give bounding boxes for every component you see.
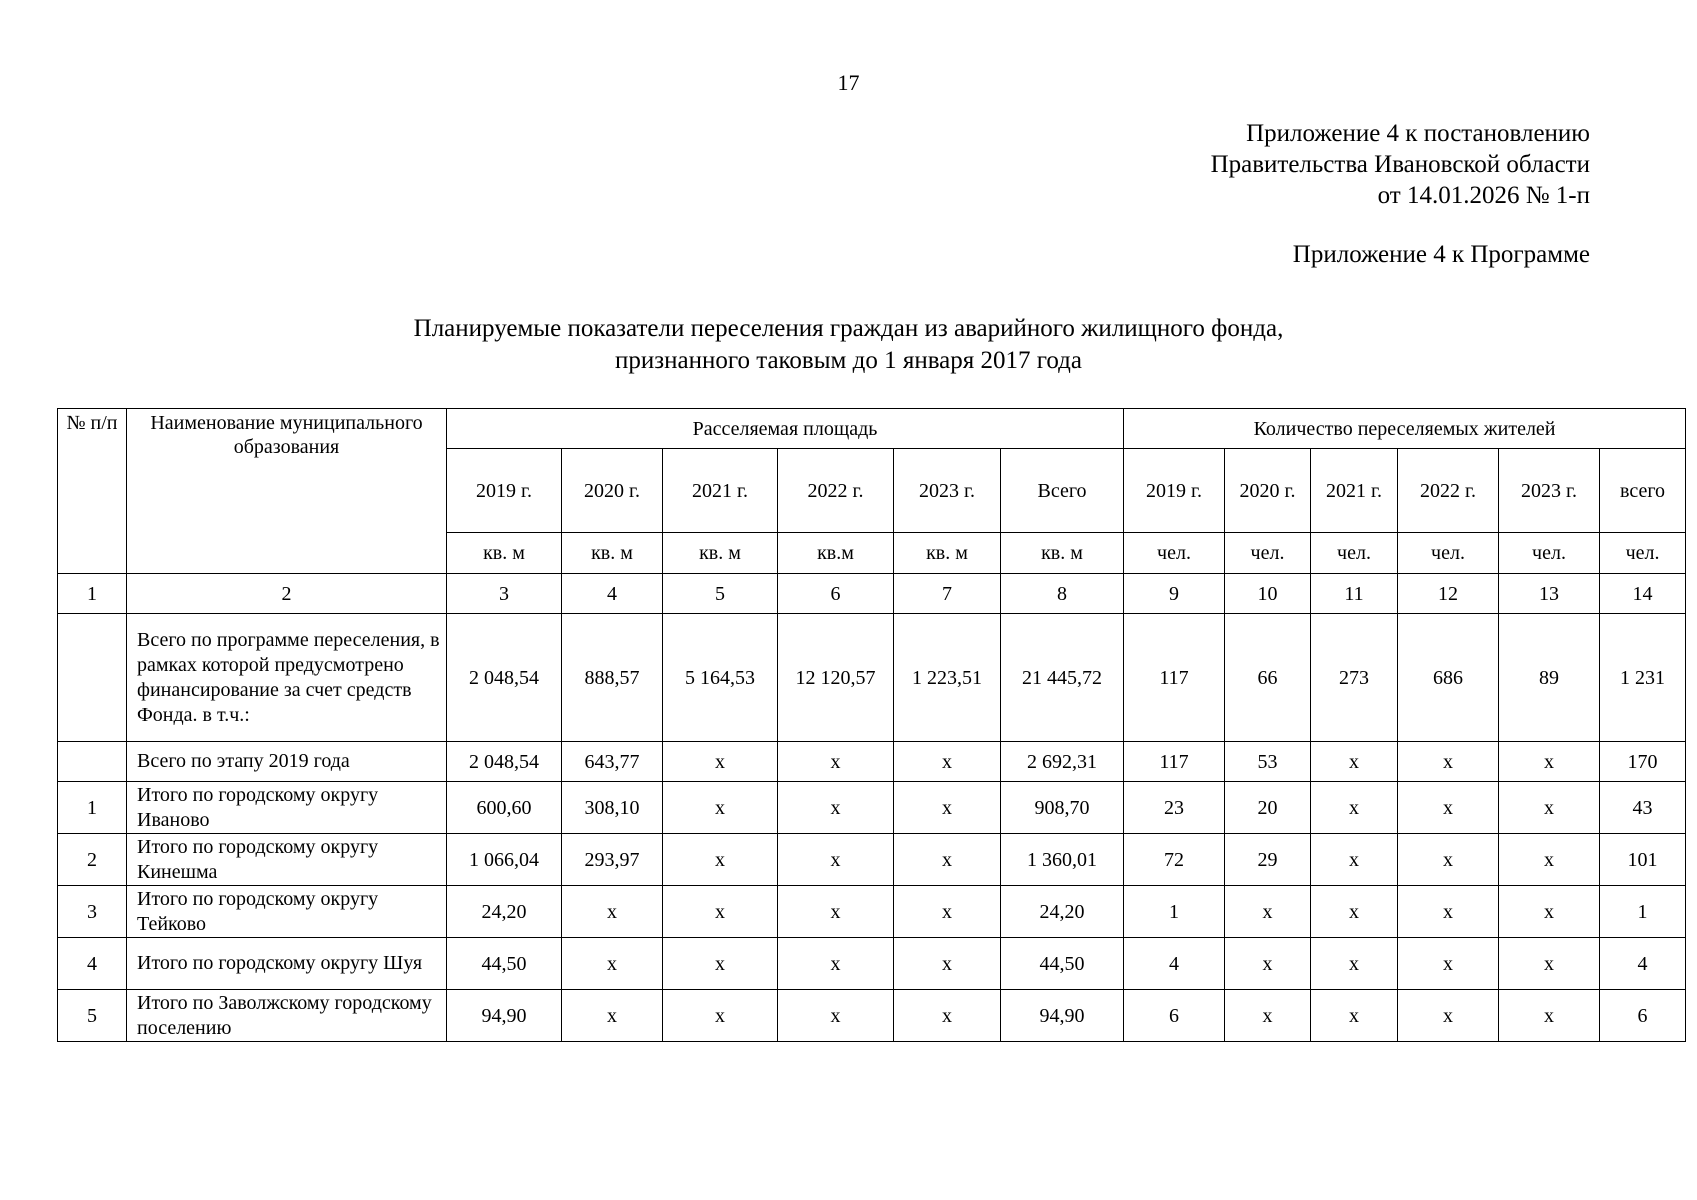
appendix-header bbox=[1211, 118, 1590, 270]
value-cell: 1 223,51 bbox=[894, 614, 1001, 742]
municipality-cell: Всего по программе переселения, в рамках которой предусмотрено финансирование за счет средств Фонда. в т.ч.: bbox=[127, 614, 447, 742]
value-cell: х bbox=[663, 742, 778, 782]
appendix-line-3: от 14.01.2026 № 1-п bbox=[1377, 182, 1590, 209]
header-unit: чел. bbox=[1398, 533, 1499, 574]
value-cell: х bbox=[1311, 886, 1398, 938]
municipality-cell: Итого по городскому округу Шуя bbox=[127, 938, 447, 990]
table-row bbox=[58, 614, 1686, 742]
header-area-year: 2021 г. bbox=[663, 449, 778, 533]
table-row bbox=[58, 938, 1686, 990]
page-number: 17 bbox=[837, 70, 860, 95]
row-number-cell: 3 bbox=[58, 886, 127, 938]
header-unit: кв. м bbox=[1001, 533, 1124, 574]
value-cell: 5 164,53 bbox=[663, 614, 778, 742]
header-area-year: 2020 г. bbox=[562, 449, 663, 533]
header-people-year: 2022 г. bbox=[1398, 449, 1499, 533]
row-number-cell: 5 bbox=[58, 990, 127, 1042]
header-people-total: всего bbox=[1600, 449, 1686, 533]
value-cell: 66 bbox=[1225, 614, 1311, 742]
value-cell: 1 066,04 bbox=[447, 834, 562, 886]
table-row bbox=[58, 990, 1686, 1042]
header-area-year: 2019 г. bbox=[447, 449, 562, 533]
value-cell: 908,70 bbox=[1001, 782, 1124, 834]
municipality-cell: Итого по Заволжскому городскому поселению bbox=[127, 990, 447, 1042]
column-number: 14 bbox=[1600, 574, 1686, 614]
appendix-line-1: Приложение 4 к постановлению bbox=[1246, 120, 1590, 147]
value-cell: х bbox=[1398, 990, 1499, 1042]
column-number: 2 bbox=[127, 574, 447, 614]
value-cell: 1 bbox=[1124, 886, 1225, 938]
value-cell: х bbox=[1398, 742, 1499, 782]
column-number: 11 bbox=[1311, 574, 1398, 614]
column-number-row bbox=[58, 574, 1686, 614]
value-cell: х bbox=[1311, 742, 1398, 782]
table-row bbox=[58, 742, 1686, 782]
column-number: 9 bbox=[1124, 574, 1225, 614]
header-people-year: 2019 г. bbox=[1124, 449, 1225, 533]
value-cell: 308,10 bbox=[562, 782, 663, 834]
value-cell: 6 bbox=[1124, 990, 1225, 1042]
value-cell: х bbox=[1311, 834, 1398, 886]
row-number-cell: 1 bbox=[58, 782, 127, 834]
value-cell: х bbox=[1499, 742, 1600, 782]
value-cell: х bbox=[894, 886, 1001, 938]
value-cell: 94,90 bbox=[447, 990, 562, 1042]
value-cell: 72 bbox=[1124, 834, 1225, 886]
value-cell: х bbox=[562, 938, 663, 990]
value-cell: 12 120,57 bbox=[778, 614, 894, 742]
header-unit: чел. bbox=[1225, 533, 1311, 574]
header-municipality: Наименование муниципального образования bbox=[127, 409, 447, 574]
row-number-cell bbox=[58, 614, 127, 742]
header-area-total: Всего bbox=[1001, 449, 1124, 533]
appendix-line-4: Приложение 4 к Программе bbox=[1292, 241, 1590, 268]
value-cell: х bbox=[778, 990, 894, 1042]
value-cell: х bbox=[894, 834, 1001, 886]
column-number: 6 bbox=[778, 574, 894, 614]
value-cell: х bbox=[1499, 782, 1600, 834]
value-cell: 4 bbox=[1600, 938, 1686, 990]
value-cell: х bbox=[894, 742, 1001, 782]
value-cell: х bbox=[562, 990, 663, 1042]
header-number: № п/п bbox=[58, 409, 127, 574]
value-cell: х bbox=[778, 938, 894, 990]
value-cell: 117 bbox=[1124, 614, 1225, 742]
value-cell: х bbox=[1398, 886, 1499, 938]
value-cell: х bbox=[1225, 990, 1311, 1042]
column-number: 10 bbox=[1225, 574, 1311, 614]
table-row bbox=[58, 782, 1686, 834]
header-area-year: 2023 г. bbox=[894, 449, 1001, 533]
value-cell: 117 bbox=[1124, 742, 1225, 782]
value-cell: 20 bbox=[1225, 782, 1311, 834]
value-cell: 43 bbox=[1600, 782, 1686, 834]
value-cell: 273 bbox=[1311, 614, 1398, 742]
value-cell: х bbox=[1398, 782, 1499, 834]
column-number: 1 bbox=[58, 574, 127, 614]
value-cell: 643,77 bbox=[562, 742, 663, 782]
row-number-cell bbox=[58, 742, 127, 782]
value-cell: 888,57 bbox=[562, 614, 663, 742]
municipality-cell: Итого по городскому округу Иваново bbox=[127, 782, 447, 834]
value-cell: 2 692,31 bbox=[1001, 742, 1124, 782]
header-area-year: 2022 г. bbox=[778, 449, 894, 533]
header-unit: чел. bbox=[1124, 533, 1225, 574]
value-cell: х bbox=[778, 886, 894, 938]
value-cell: х bbox=[663, 886, 778, 938]
column-number: 8 bbox=[1001, 574, 1124, 614]
municipality-cell: Итого по городскому округу Кинешма bbox=[127, 834, 447, 886]
header-unit: кв. м bbox=[663, 533, 778, 574]
header-unit: чел. bbox=[1311, 533, 1398, 574]
value-cell: х bbox=[1499, 834, 1600, 886]
value-cell: 24,20 bbox=[1001, 886, 1124, 938]
header-unit: кв. м bbox=[894, 533, 1001, 574]
table-row bbox=[58, 834, 1686, 886]
value-cell: 2 048,54 bbox=[447, 614, 562, 742]
value-cell: 21 445,72 bbox=[1001, 614, 1124, 742]
header-unit: кв.м bbox=[778, 533, 894, 574]
column-number: 12 bbox=[1398, 574, 1499, 614]
row-number-cell: 4 bbox=[58, 938, 127, 990]
value-cell: 1 360,01 bbox=[1001, 834, 1124, 886]
value-cell: х bbox=[1225, 938, 1311, 990]
value-cell: х bbox=[1311, 938, 1398, 990]
value-cell: х bbox=[663, 990, 778, 1042]
header-unit: кв. м bbox=[562, 533, 663, 574]
value-cell: х bbox=[562, 886, 663, 938]
value-cell: х bbox=[1225, 886, 1311, 938]
document-title bbox=[57, 313, 1640, 377]
municipality-cell: Всего по этапу 2019 года bbox=[127, 742, 447, 782]
value-cell: 44,50 bbox=[1001, 938, 1124, 990]
header-people-year: 2023 г. bbox=[1499, 449, 1600, 533]
value-cell: 4 bbox=[1124, 938, 1225, 990]
value-cell: 170 bbox=[1600, 742, 1686, 782]
municipality-cell: Итого по городскому округу Тейково bbox=[127, 886, 447, 938]
title-line-2: признанного таковым до 1 января 2017 года bbox=[614, 347, 1083, 374]
row-number-cell: 2 bbox=[58, 834, 127, 886]
value-cell: 6 bbox=[1600, 990, 1686, 1042]
header-people-year: 2020 г. bbox=[1225, 449, 1311, 533]
header-unit: кв. м bbox=[447, 533, 562, 574]
value-cell: х bbox=[663, 938, 778, 990]
value-cell: 600,60 bbox=[447, 782, 562, 834]
value-cell: 101 bbox=[1600, 834, 1686, 886]
value-cell: 293,97 bbox=[562, 834, 663, 886]
value-cell: 29 bbox=[1225, 834, 1311, 886]
header-people-year: 2021 г. bbox=[1311, 449, 1398, 533]
value-cell: 686 bbox=[1398, 614, 1499, 742]
value-cell: х bbox=[1499, 886, 1600, 938]
title-line-1: Планируемые показатели переселения граждан из аварийного жилищного фонда, bbox=[413, 315, 1284, 342]
column-number: 4 bbox=[562, 574, 663, 614]
value-cell: х bbox=[778, 834, 894, 886]
header-unit: чел. bbox=[1600, 533, 1686, 574]
column-number: 5 bbox=[663, 574, 778, 614]
value-cell: х bbox=[1398, 938, 1499, 990]
column-number: 7 bbox=[894, 574, 1001, 614]
value-cell: х bbox=[894, 990, 1001, 1042]
value-cell: 89 bbox=[1499, 614, 1600, 742]
value-cell: х bbox=[1311, 990, 1398, 1042]
value-cell: 24,20 bbox=[447, 886, 562, 938]
value-cell: х bbox=[1499, 990, 1600, 1042]
value-cell: х bbox=[1398, 834, 1499, 886]
value-cell: х bbox=[778, 782, 894, 834]
column-number: 3 bbox=[447, 574, 562, 614]
value-cell: х bbox=[663, 834, 778, 886]
resettlement-table bbox=[57, 408, 1686, 1042]
value-cell: х bbox=[663, 782, 778, 834]
value-cell: 23 bbox=[1124, 782, 1225, 834]
header-people-group: Количество переселяемых жителей bbox=[1124, 409, 1686, 449]
value-cell: 2 048,54 bbox=[447, 742, 562, 782]
value-cell: 94,90 bbox=[1001, 990, 1124, 1042]
value-cell: х bbox=[894, 782, 1001, 834]
value-cell: 44,50 bbox=[447, 938, 562, 990]
value-cell: 1 bbox=[1600, 886, 1686, 938]
value-cell: х bbox=[778, 742, 894, 782]
table-row bbox=[58, 886, 1686, 938]
appendix-line-2: Правительства Ивановской области bbox=[1210, 151, 1590, 178]
value-cell: х bbox=[894, 938, 1001, 990]
header-unit: чел. bbox=[1499, 533, 1600, 574]
value-cell: 1 231 bbox=[1600, 614, 1686, 742]
header-area-group: Расселяемая площадь bbox=[447, 409, 1124, 449]
value-cell: 53 bbox=[1225, 742, 1311, 782]
value-cell: х bbox=[1311, 782, 1398, 834]
column-number: 13 bbox=[1499, 574, 1600, 614]
value-cell: х bbox=[1499, 938, 1600, 990]
